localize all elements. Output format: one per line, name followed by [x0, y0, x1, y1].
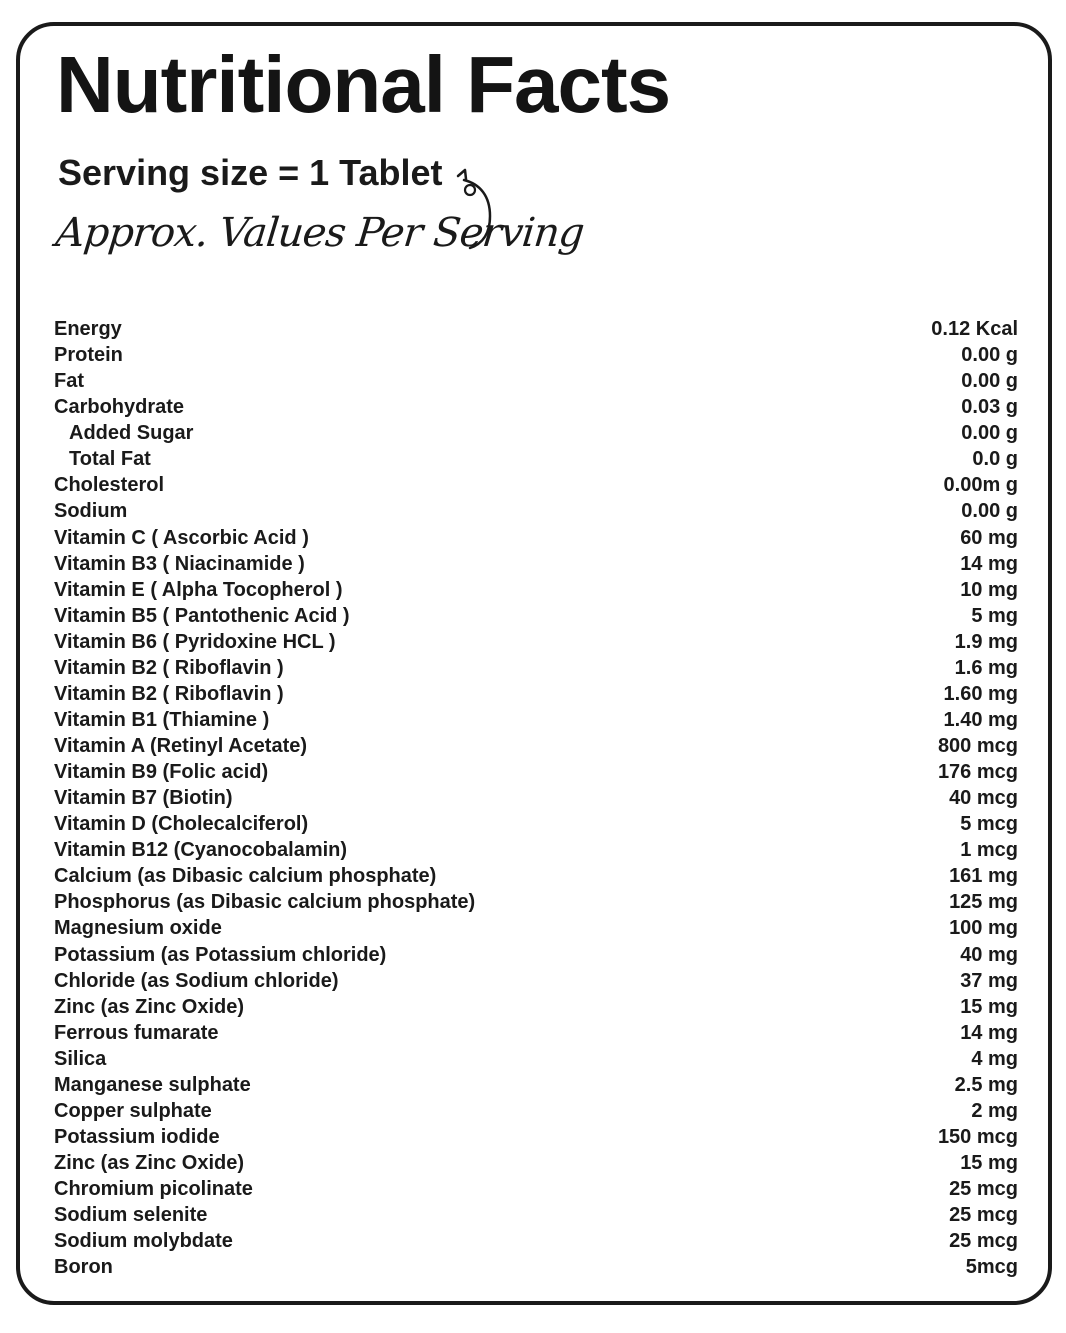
- nutrient-value: 10 mg: [960, 578, 1018, 601]
- nutrient-row: [54, 942, 1018, 968]
- nutrient-name: Magnesium oxide: [54, 917, 222, 940]
- nutrient-row: [54, 1072, 1018, 1098]
- nutrient-value: 161 mg: [949, 865, 1018, 888]
- nutrient-name: Vitamin B2 ( Riboflavin ): [54, 656, 284, 679]
- nutrient-row: [54, 785, 1018, 811]
- nutrient-value: 1.40 mg: [943, 708, 1018, 731]
- nutrient-row: [54, 1098, 1018, 1124]
- nutrient-value: 800 mcg: [937, 735, 1018, 757]
- nutrient-row: [54, 342, 1018, 368]
- nutrient-name: Calcium (as Dibasic calcium phosphate): [54, 865, 437, 888]
- nutrient-name: Vitamin B9 (Folic acid): [54, 761, 269, 784]
- nutrient-row: [54, 759, 1018, 785]
- nutrient-row: [54, 420, 1018, 446]
- nutrient-value: 14 mg: [960, 552, 1018, 575]
- nutrient-row: [54, 968, 1018, 994]
- nutrient-row: [54, 681, 1018, 707]
- nutrient-row: [54, 1176, 1018, 1202]
- nutrient-row: [54, 655, 1018, 681]
- nutrient-name: Vitamin C ( Ascorbic Acid ): [54, 526, 309, 549]
- nutrient-row: [54, 889, 1018, 915]
- nutrient-name: Potassium iodide: [54, 1125, 220, 1148]
- nutrient-row: [54, 498, 1018, 524]
- nutrient-value: 25 mcg: [949, 1178, 1018, 1201]
- nutrient-name: Copper sulphate: [54, 1099, 212, 1122]
- nutrient-value: 100 mg: [949, 917, 1018, 940]
- approx-values-heading: Approx. Values Per Serving: [53, 210, 586, 256]
- nutrient-name: Cholesterol: [54, 474, 165, 497]
- nutrient-name: Vitamin B2 ( Riboflavin ): [54, 682, 284, 705]
- nutrient-value: 1.60 mg: [943, 682, 1018, 705]
- nutrient-value: 1 mcg: [960, 839, 1018, 862]
- nutrient-value: 40 mg: [960, 943, 1018, 966]
- nutrient-name: Vitamin B3 ( Niacinamide ): [54, 552, 305, 575]
- nutrient-value: 4 mg: [971, 1047, 1018, 1070]
- nutrient-row: [54, 1046, 1018, 1072]
- nutrient-value: 1.9 mg: [954, 630, 1018, 653]
- nutrient-row: [54, 1254, 1018, 1280]
- nutrient-value: 0.00 g: [961, 370, 1018, 393]
- nutrient-name: Vitamin B12 (Cyanocobalamin): [54, 839, 348, 862]
- nutrient-name: Carbohydrate: [54, 396, 185, 419]
- nutrient-name: Vitamin B1 (Thiamine ): [54, 708, 270, 731]
- nutrient-name: Chloride (as Sodium chloride): [54, 969, 339, 992]
- nutrient-name: Sodium: [54, 500, 128, 523]
- nutrient-row: [54, 1150, 1018, 1176]
- page-title: Nutritional Facts: [56, 40, 671, 129]
- nutrient-value: 150 mcg: [937, 1125, 1018, 1148]
- nutrient-name: Energy: [54, 318, 122, 340]
- nutrient-row: [54, 1124, 1018, 1150]
- nutrient-value: 1.6 mg: [954, 656, 1018, 679]
- nutrient-name: Sodium selenite: [54, 1204, 208, 1227]
- nutrient-value: 0.00 g: [961, 344, 1018, 367]
- nutrient-name: Sodium molybdate: [54, 1230, 233, 1253]
- nutrient-row: [54, 577, 1018, 603]
- nutrient-row: [54, 733, 1018, 759]
- nutrient-value: 5 mcg: [960, 813, 1018, 836]
- nutrient-row: [54, 1228, 1018, 1254]
- nutrient-row: [54, 915, 1018, 941]
- nutrient-value: 25 mcg: [949, 1230, 1018, 1253]
- nutrient-row: [54, 994, 1018, 1020]
- nutrient-value: 0.12 Kcal: [931, 318, 1018, 340]
- nutrient-value: 0.00 g: [961, 422, 1018, 445]
- nutrient-name: Manganese sulphate: [54, 1073, 251, 1096]
- nutrient-value: 5mcg: [965, 1256, 1018, 1279]
- nutrient-value: 2 mg: [971, 1099, 1018, 1122]
- nutrient-row: [54, 551, 1018, 577]
- nutrient-value: 0.00m g: [943, 474, 1018, 497]
- nutrient-value: 37 mg: [960, 969, 1018, 992]
- nutrient-row: [54, 1020, 1018, 1046]
- nutrient-row: [54, 603, 1018, 629]
- nutrient-value: 125 mg: [949, 891, 1018, 914]
- nutrient-name: Zinc (as Zinc Oxide): [54, 1152, 245, 1174]
- nutrient-row: [54, 472, 1018, 498]
- nutrient-value: 40 mcg: [949, 787, 1018, 810]
- nutrient-list: [54, 316, 1018, 1280]
- nutrient-row: [54, 446, 1018, 472]
- nutrient-name: Zinc (as Zinc Oxide): [54, 995, 245, 1018]
- nutrient-name: Protein: [54, 344, 123, 367]
- nutrient-value: 60 mg: [960, 526, 1018, 549]
- nutrient-row: [54, 837, 1018, 863]
- nutrient-name: Boron: [54, 1256, 113, 1279]
- nutrient-name: Total Fat: [69, 448, 151, 471]
- nutrient-name: Potassium (as Potassium chloride): [54, 943, 387, 966]
- nutrient-name: Chromium picolinate: [54, 1178, 253, 1201]
- nutrient-name: Silica: [54, 1047, 107, 1070]
- nutrient-value: 15 mg: [960, 1152, 1018, 1174]
- nutrient-row: [54, 368, 1018, 394]
- nutrient-row: [54, 629, 1018, 655]
- nutrient-value: 176 mcg: [937, 761, 1018, 784]
- nutrient-name: Added Sugar: [69, 422, 194, 445]
- nutrient-name: Ferrous fumarate: [54, 1021, 219, 1044]
- nutrient-value: 14 mg: [960, 1021, 1018, 1044]
- nutrient-row: [54, 707, 1018, 733]
- nutrient-row: [54, 525, 1018, 551]
- nutrient-value: 25 mcg: [949, 1204, 1018, 1227]
- nutrient-value: 0.03 g: [961, 396, 1018, 419]
- serving-size: Serving size = 1 Tablet: [58, 152, 443, 193]
- nutrient-name: Phosphorus (as Dibasic calcium phosphate): [54, 891, 476, 914]
- nutrient-value: 5 mg: [971, 604, 1018, 627]
- nutrient-name: Vitamin A (Retinyl Acetate): [54, 735, 308, 757]
- nutrient-row: [54, 394, 1018, 420]
- nutrient-name: Vitamin D (Cholecalciferol): [54, 813, 309, 836]
- nutrient-name: Vitamin B5 ( Pantothenic Acid ): [54, 604, 350, 627]
- nutrient-value: 0.0 g: [972, 448, 1018, 471]
- nutrient-name: Vitamin E ( Alpha Tocopherol ): [54, 578, 343, 601]
- nutrient-name: Vitamin B7 (Biotin): [54, 787, 233, 810]
- nutrient-value: 0.00 g: [961, 500, 1018, 523]
- nutrient-name: Vitamin B6 ( Pyridoxine HCL ): [54, 630, 336, 653]
- nutrient-row: [54, 316, 1018, 342]
- nutrient-row: [54, 1202, 1018, 1228]
- nutrient-name: Fat: [54, 370, 84, 393]
- nutrient-value: 2.5 mg: [954, 1073, 1018, 1096]
- nutrient-row: [54, 863, 1018, 889]
- nutrient-value: 15 mg: [960, 995, 1018, 1018]
- nutrient-row: [54, 811, 1018, 837]
